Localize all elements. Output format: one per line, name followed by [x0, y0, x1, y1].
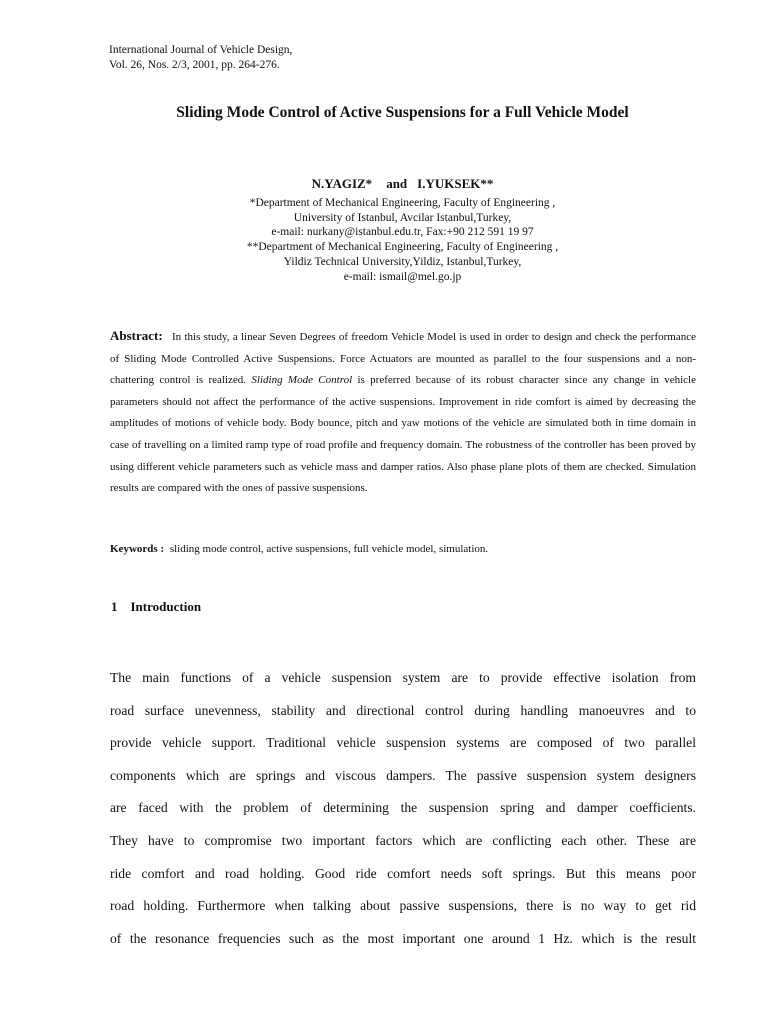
affiliation-email: e-mail: nurkany@istanbul.edu.tr, Fax:+90 212 591 19 97 — [271, 226, 534, 239]
abstract-label: Abstract: — [110, 328, 163, 343]
abstract-emphasis: Sliding Mode Control — [251, 374, 353, 387]
author-name: N.YAGIZ* — [311, 176, 373, 191]
journal-volume: Vol. 26, Nos. 2/3, 2001, pp. 264-276. — [109, 59, 280, 71]
affiliation-line: University of Istanbul, Avcilar Istanbul,Turkey, — [293, 211, 512, 224]
affiliation-line: **Department of Mechanical Engineering, Faculty of Engineering , — [246, 241, 559, 254]
keywords-text: sliding mode control, active suspensions, full vehicle model, simulation. — [169, 543, 489, 555]
keywords — [110, 543, 488, 555]
body-line: of the resonance frequencies such as the most important one around 1 Hz. which is the result — [110, 930, 696, 946]
author-line — [0, 176, 768, 192]
body-line: road surface unevenness, stability and directional control during handling manoeuvres and to — [110, 702, 696, 718]
section-heading — [111, 599, 201, 615]
body-paragraph — [110, 662, 696, 955]
body-line: provide vehicle support. Traditional vehicle suspension systems are composed of two parallel — [110, 735, 696, 751]
journal-citation — [109, 43, 292, 73]
affiliations — [0, 196, 768, 284]
affiliation-email: e-mail: ismail@mel.go.jp — [343, 270, 462, 283]
section-number: 1 — [111, 599, 118, 614]
body-line: components which are springs and viscous dampers. The passive suspension system designers — [110, 767, 696, 783]
abstract — [110, 325, 696, 500]
body-line: road holding. Furthermore when talking about passive suspensions, there is no way to get rid — [110, 898, 696, 914]
abstract-text: In this study, a linear Seven Degrees of freedom Vehicle Model is used in order to design and check the performance of Sliding Mode Controlled Active Suspensions. Force Actuators are mounted as parallel to the four suspensions and a non-chattering control is realized. — [110, 331, 696, 387]
author-name: I.YUKSEK** — [417, 176, 494, 191]
keywords-label: Keywords : — [110, 543, 165, 555]
affiliation-line: *Department of Mechanical Engineering, Faculty of Engineering , — [249, 197, 556, 209]
author-conjunction: and — [386, 176, 408, 191]
paper-title: Sliding Mode Control of Active Suspensions for a Full Vehicle Model — [176, 104, 629, 121]
body-line: The main functions of a vehicle suspension system are to provide effective isolation from — [110, 670, 696, 685]
body-line: They have to compromise two important factors which are conflicting each other. These are — [110, 832, 696, 848]
body-line: ride comfort and road holding. Good ride comfort needs soft springs. But this means poor — [110, 865, 696, 881]
journal-name: International Journal of Vehicle Design, — [109, 44, 293, 56]
body-line: are faced with the problem of determining the suspension spring and damper coefficients. — [110, 800, 696, 816]
affiliation-line: Yildiz Technical University,Yildiz, Istanbul,Turkey, — [283, 255, 522, 268]
abstract-text: is preferred because of its robust character since any change in vehicle parameters should not affect the performance of the active suspensions. Improvement in ride comfort is aimed by decreasing the amplitudes of motions of vehicle body. Body bounce, pitch and yaw motions of the vehicle are simulated both in time domain in case of travelling on a limited ramp type of road profile and frequency domain. The robustness of the controller has been proved by using different vehicle parameters such as vehicle mass and damper ratios. Also phase plane plots of them are checked. Simulation results are compared with the ones of passive suspensions. — [110, 374, 696, 495]
section-title: Introduction — [130, 599, 202, 614]
